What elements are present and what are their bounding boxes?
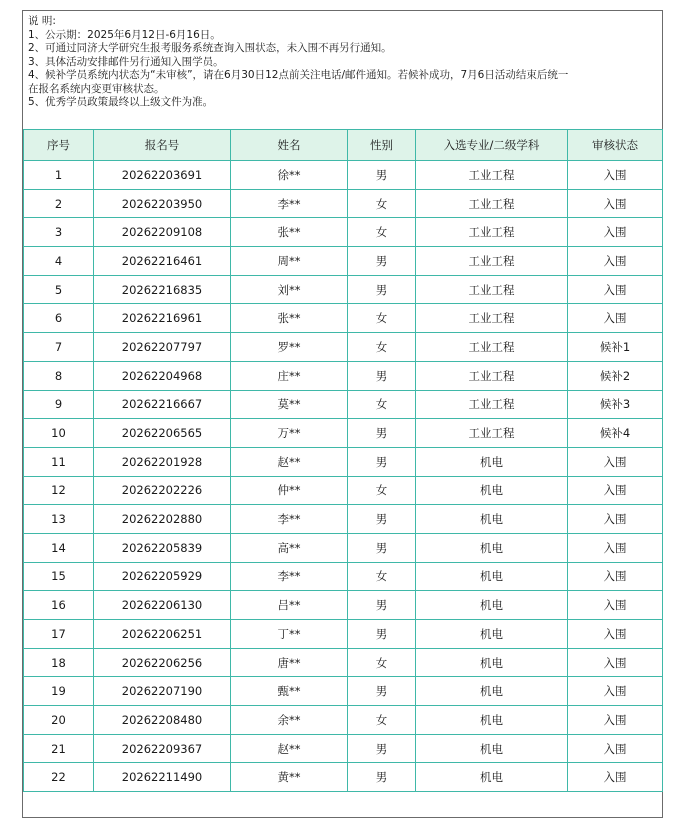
cell-registration-no: 20262208480 (94, 706, 231, 735)
cell-name: 李** (231, 189, 348, 218)
cell-gender: 男 (348, 620, 416, 649)
table-row (24, 763, 663, 792)
table-row (24, 476, 663, 505)
cell-name: 张** (231, 304, 348, 333)
cell-status: 入围 (568, 620, 663, 649)
cell-name: 莫** (231, 390, 348, 419)
cell-status: 入围 (568, 734, 663, 763)
cell-major: 机电 (416, 706, 568, 735)
note-line: 4、候补学员系统内状态为“未审核”，请在6月30日12点前关注电话/邮件通知。若候补成功，7月6日活动结束后统一 (28, 69, 569, 81)
cell-registration-no: 20262211490 (94, 763, 231, 792)
cell-gender: 男 (348, 419, 416, 448)
cell-status: 候补3 (568, 390, 663, 419)
cell-gender: 男 (348, 161, 416, 190)
table-row (24, 447, 663, 476)
cell-index: 2 (24, 189, 94, 218)
table-row (24, 706, 663, 735)
cell-gender: 女 (348, 706, 416, 735)
cell-index: 12 (24, 476, 94, 505)
cell-registration-no: 20262206130 (94, 591, 231, 620)
cell-index: 7 (24, 333, 94, 362)
cell-major: 机电 (416, 620, 568, 649)
cell-name: 赵** (231, 447, 348, 476)
note-line: 3、具体活动安排邮件另行通知入围学员。 (28, 55, 224, 68)
cell-gender: 女 (348, 189, 416, 218)
cell-index: 13 (24, 505, 94, 534)
table-row (24, 734, 663, 763)
cell-index: 22 (24, 763, 94, 792)
table-row (24, 218, 663, 247)
cell-name: 李** (231, 505, 348, 534)
cell-major: 工业工程 (416, 419, 568, 448)
column-header-name: 姓名 (231, 130, 348, 161)
table-row (24, 304, 663, 333)
cell-major: 机电 (416, 447, 568, 476)
cell-name: 周** (231, 247, 348, 276)
table-row (24, 419, 663, 448)
cell-name: 刘** (231, 275, 348, 304)
cell-status: 入围 (568, 189, 663, 218)
table-row (24, 591, 663, 620)
cell-gender: 女 (348, 390, 416, 419)
cell-major: 机电 (416, 476, 568, 505)
cell-gender: 男 (348, 505, 416, 534)
cell-name: 仲** (231, 476, 348, 505)
cell-registration-no: 20262205839 (94, 533, 231, 562)
table-row (24, 161, 663, 190)
cell-index: 8 (24, 361, 94, 390)
table-row (24, 648, 663, 677)
cell-index: 14 (24, 533, 94, 562)
cell-gender: 男 (348, 677, 416, 706)
cell-status: 入围 (568, 706, 663, 735)
cell-index: 19 (24, 677, 94, 706)
cell-status: 入围 (568, 275, 663, 304)
cell-registration-no: 20262204968 (94, 361, 231, 390)
column-header-registration-no: 报名号 (94, 130, 231, 161)
cell-registration-no: 20262209367 (94, 734, 231, 763)
cell-name: 罗** (231, 333, 348, 362)
cell-gender: 男 (348, 533, 416, 562)
cell-status: 候补1 (568, 333, 663, 362)
table-row (24, 275, 663, 304)
table-row (24, 677, 663, 706)
cell-status: 入围 (568, 591, 663, 620)
notes-block (23, 11, 662, 129)
cell-registration-no: 20262207797 (94, 333, 231, 362)
cell-name: 张** (231, 218, 348, 247)
cell-status: 入围 (568, 562, 663, 591)
cell-name: 李** (231, 562, 348, 591)
cell-registration-no: 20262201928 (94, 447, 231, 476)
cell-status: 入围 (568, 648, 663, 677)
cell-name: 徐** (231, 161, 348, 190)
notes-heading: 说 明: (28, 15, 56, 27)
cell-index: 4 (24, 247, 94, 276)
cell-registration-no: 20262216961 (94, 304, 231, 333)
cell-name: 庄** (231, 361, 348, 390)
cell-registration-no: 20262207190 (94, 677, 231, 706)
cell-gender: 男 (348, 247, 416, 276)
cell-registration-no: 20262203950 (94, 189, 231, 218)
cell-major: 机电 (416, 648, 568, 677)
cell-name: 余** (231, 706, 348, 735)
cell-gender: 女 (348, 304, 416, 333)
cell-status: 入围 (568, 447, 663, 476)
cell-gender: 女 (348, 218, 416, 247)
cell-registration-no: 20262206256 (94, 648, 231, 677)
cell-status: 入围 (568, 677, 663, 706)
cell-name: 丁** (231, 620, 348, 649)
cell-major: 机电 (416, 533, 568, 562)
column-header-major: 入选专业/二级学科 (416, 130, 568, 161)
table-row (24, 333, 663, 362)
cell-status: 候补4 (568, 419, 663, 448)
announcement-sheet (22, 10, 663, 818)
cell-status: 入围 (568, 161, 663, 190)
cell-status: 入围 (568, 533, 663, 562)
cell-index: 6 (24, 304, 94, 333)
cell-major: 工业工程 (416, 333, 568, 362)
cell-gender: 男 (348, 447, 416, 476)
table-row (24, 189, 663, 218)
cell-registration-no: 20262206565 (94, 419, 231, 448)
cell-status: 入围 (568, 304, 663, 333)
cell-major: 工业工程 (416, 390, 568, 419)
table-body (24, 161, 663, 792)
cell-name: 赵** (231, 734, 348, 763)
cell-name: 高** (231, 533, 348, 562)
cell-registration-no: 20262216835 (94, 275, 231, 304)
cell-status: 入围 (568, 476, 663, 505)
table-row (24, 505, 663, 534)
cell-name: 万** (231, 419, 348, 448)
cell-name: 甄** (231, 677, 348, 706)
cell-major: 工业工程 (416, 304, 568, 333)
cell-major: 机电 (416, 677, 568, 706)
cell-major: 工业工程 (416, 361, 568, 390)
cell-name: 黄** (231, 763, 348, 792)
table-row (24, 562, 663, 591)
table-row (24, 247, 663, 276)
cell-major: 机电 (416, 763, 568, 792)
note-line: 5、优秀学员政策最终以上级文件为准。 (28, 96, 214, 108)
cell-registration-no: 20262203691 (94, 161, 231, 190)
cell-major: 工业工程 (416, 218, 568, 247)
cell-index: 3 (24, 218, 94, 247)
cell-major: 工业工程 (416, 275, 568, 304)
cell-gender: 女 (348, 648, 416, 677)
column-header-gender: 性别 (348, 130, 416, 161)
cell-name: 吕** (231, 591, 348, 620)
cell-index: 20 (24, 706, 94, 735)
cell-status: 入围 (568, 763, 663, 792)
table-header-row (24, 130, 663, 161)
table-row (24, 620, 663, 649)
cell-index: 10 (24, 419, 94, 448)
cell-major: 机电 (416, 562, 568, 591)
column-header-index: 序号 (24, 130, 94, 161)
cell-index: 9 (24, 390, 94, 419)
cell-index: 11 (24, 447, 94, 476)
note-line: 在报名系统内变更审核状态。 (28, 82, 165, 95)
cell-name: 唐** (231, 648, 348, 677)
cell-gender: 女 (348, 476, 416, 505)
admission-table (23, 129, 663, 792)
cell-gender: 男 (348, 361, 416, 390)
cell-registration-no: 20262216461 (94, 247, 231, 276)
cell-gender: 男 (348, 734, 416, 763)
cell-gender: 男 (348, 763, 416, 792)
cell-major: 机电 (416, 591, 568, 620)
cell-status: 入围 (568, 247, 663, 276)
cell-major: 机电 (416, 734, 568, 763)
cell-registration-no: 20262205929 (94, 562, 231, 591)
table-row (24, 390, 663, 419)
cell-major: 工业工程 (416, 189, 568, 218)
table-row (24, 533, 663, 562)
cell-index: 17 (24, 620, 94, 649)
cell-gender: 女 (348, 333, 416, 362)
cell-registration-no: 20262206251 (94, 620, 231, 649)
cell-major: 机电 (416, 505, 568, 534)
cell-index: 1 (24, 161, 94, 190)
cell-major: 工业工程 (416, 161, 568, 190)
cell-index: 15 (24, 562, 94, 591)
cell-registration-no: 20262216667 (94, 390, 231, 419)
note-line: 1、公示期：2025年6月12日-6月16日。 (28, 28, 221, 41)
cell-gender: 男 (348, 591, 416, 620)
cell-index: 16 (24, 591, 94, 620)
cell-gender: 男 (348, 275, 416, 304)
note-line: 2、可通过同济大学研究生报考服务系统查询入围状态，未入围不再另行通知。 (28, 42, 392, 54)
cell-registration-no: 20262209108 (94, 218, 231, 247)
cell-major: 工业工程 (416, 247, 568, 276)
cell-index: 18 (24, 648, 94, 677)
column-header-status: 审核状态 (568, 130, 663, 161)
cell-gender: 女 (348, 562, 416, 591)
table-row (24, 361, 663, 390)
cell-status: 入围 (568, 505, 663, 534)
cell-index: 21 (24, 734, 94, 763)
cell-index: 5 (24, 275, 94, 304)
cell-status: 入围 (568, 218, 663, 247)
cell-registration-no: 20262202226 (94, 476, 231, 505)
cell-registration-no: 20262202880 (94, 505, 231, 534)
cell-status: 候补2 (568, 361, 663, 390)
